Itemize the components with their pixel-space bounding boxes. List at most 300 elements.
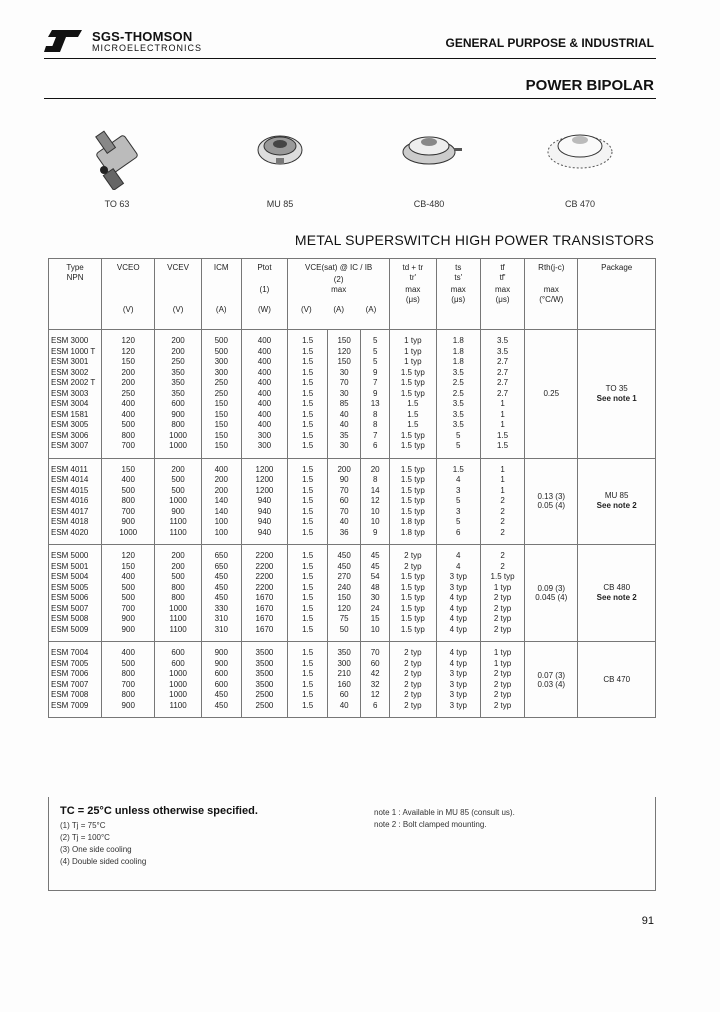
cell-value: 500 [121,485,135,495]
cell-value: 500 [121,582,135,592]
cell-value: 800 [171,420,185,429]
cell-value: 60 [370,658,380,668]
cell-value: 1000 [169,603,187,613]
cell-value: 800 [121,496,135,505]
cell-tf [480,642,524,718]
cell-value: 160 [337,679,351,689]
cell-types [49,330,102,459]
cell-value: 1.5 [407,420,419,429]
cell-value: 6 [372,441,378,450]
cell-value: 30 [339,367,349,377]
cell-value: 150 [214,441,228,450]
section-rule [44,98,656,99]
package-note: See note 2 [596,593,637,602]
cell-value: ESM 2002 T [51,378,96,387]
brand-name: SGS-THOMSON [92,29,193,44]
cell-value: 1.5 [302,399,314,408]
cell-value: ESM 5009 [51,624,89,634]
package-name: CB 480 [603,583,631,592]
col-ptot: Ptot (1) (W) [241,259,288,330]
cell-value: 1 typ [404,336,422,345]
cell-value: 4 typ [449,658,467,668]
cell-ptot [241,458,288,545]
cell-value: ESM 3003 [51,388,89,398]
cell-value: 5 [456,517,461,526]
cell-value: 4 [456,561,461,571]
cell-value: 1 [500,475,505,484]
cell-value: 3500 [255,648,274,657]
cell-value: 350 [337,648,351,657]
cell-value: ESM 4020 [51,527,89,537]
cell-value: 140 [214,496,228,505]
cell-value: 2200 [255,551,274,560]
package-label: CB 470 [564,199,596,209]
cell-value: 500 [214,346,228,356]
cell-value: 900 [121,517,135,526]
cell-value: 14 [370,485,380,495]
brand-subtitle: MICROELECTRONICS [92,43,203,53]
cell-value: 5 [456,430,461,440]
cell-value: 1000 [169,690,187,699]
cell-value: 450 [337,551,351,560]
page-number: 91 [641,915,654,927]
cell-value: 3.5 [496,346,509,356]
cell-value: 900 [171,506,185,516]
cell-value: 350 [171,378,185,387]
cell-value: 2 typ [404,679,422,689]
cell-value: 650 [214,551,228,560]
cell-value: 8 [372,409,378,419]
cell-vcev [155,545,202,642]
cell-value: 1.5 typ [400,485,425,495]
cell-value: 1.5 [302,420,314,429]
cell-value: 2 typ [404,648,422,657]
cell-value: 9 [372,527,378,537]
cell-value: 400 [257,409,272,419]
cell-value: 250 [214,378,228,387]
cell-value: 310 [214,624,228,634]
cell-value: 4 [456,475,461,484]
cell-value: 70 [339,506,349,516]
cell-value: 1.5 [302,658,314,668]
cell-value: 150 [121,357,135,366]
cell-value: 1.5 [302,527,314,537]
cell-value: 1.8 [452,336,464,345]
cell-rth: 0.25 [525,330,578,459]
cell-value: 4 typ [449,648,467,657]
cell-value: 200 [214,485,228,495]
footnote: (3) One side cooling [60,845,132,854]
st-logo-icon [44,28,84,54]
cell-value: 1.8 typ [400,527,425,537]
cell-value: 120 [337,346,351,356]
cell-value: 900 [121,624,135,634]
cell-value: 450 [337,561,351,571]
cell-value: 200 [337,464,351,474]
cell-value: 3.5 [452,420,464,429]
cell-value: 1200 [255,464,274,474]
cell-value: 10 [370,506,380,516]
cell-package [578,330,656,459]
remark: note 1 : Available in MU 85 (consult us). [374,808,515,817]
cell-value: 3500 [255,679,274,689]
cell-value: 500 [121,658,135,668]
cell-value: 2 [500,551,505,560]
cell-package [578,642,656,718]
cell-types [49,458,102,545]
cell-value: 1.5 [302,357,314,366]
cell-value: 200 [214,475,228,484]
cell-value: 1.5 typ [400,367,425,377]
cell-value: 400 [214,464,228,474]
cell-vcev [155,642,202,718]
package-note: See note 2 [596,501,637,511]
cell-value: 3.5 [452,399,464,408]
cell-td [390,458,437,545]
cb480-package-icon [394,120,464,190]
header-rule [44,58,656,59]
cell-value: 150 [121,561,135,571]
cell-value: 1.5 [302,593,314,602]
cell-value: 13 [370,399,380,408]
cell-value: ESM 1581 [51,409,89,419]
cell-value: 3 typ [449,690,467,699]
cell-value: 400 [121,399,135,408]
package-to63 [82,120,152,209]
cell-value: ESM 3004 [51,399,89,408]
cell-value: ESM 3006 [51,430,89,440]
cell-ib [361,330,390,459]
cell-value: 3 typ [449,679,467,689]
cell-value: ESM 5001 [51,561,89,571]
cell-td [390,330,437,459]
cell-value: ESM 3001 [51,357,89,366]
cell-value: 2 typ [404,561,422,571]
cell-value: 6 [372,700,378,710]
cell-package [578,458,656,545]
cell-value: 60 [339,496,349,505]
cell-value: 1.8 [452,357,464,366]
cell-value: 1.5 typ [400,506,425,516]
cell-ptot [241,642,288,718]
cell-value: 150 [214,399,228,408]
cell-value: 600 [214,679,228,689]
cell-value: 400 [121,409,135,419]
cell-value: 1.5 [496,441,509,450]
col-type: Type NPN [49,259,102,330]
cell-value: 150 [214,409,228,419]
col-tf: tf tf' max (μs) [480,259,524,330]
footnote: (2) Tj = 100°C [60,833,110,842]
cell-ib [361,458,390,545]
cell-value: 400 [257,378,272,387]
cell-value: 150 [214,420,228,429]
cell-value: 500 [171,475,185,484]
cell-value: 2 typ [493,603,512,613]
cell-value: 3 typ [449,700,467,710]
mu85-package-icon [250,120,310,190]
cell-value: 2 typ [493,624,512,634]
cell-value: 700 [121,679,135,689]
cell-value: 1.5 typ [400,603,425,613]
cell-value: 30 [339,441,349,450]
cell-value: 1.5 [302,700,314,710]
cell-value: 1670 [255,624,274,634]
cell-value: 1.5 [302,430,314,440]
cell-value: ESM 5005 [51,582,89,592]
cell-value: 1100 [169,614,187,623]
cell-value: 1.5 typ [400,378,425,387]
cell-value: 240 [337,582,351,592]
cell-value: 700 [121,441,135,450]
package-label: CB-480 [413,199,445,209]
cell-value: 2 typ [404,700,422,710]
cell-value: 3 typ [449,582,467,592]
cell-value: 1.5 [302,572,314,581]
cell-value: 1.5 [302,378,314,387]
cell-value: ESM 7007 [51,679,89,689]
col-td: td + tr tr' max (μs) [390,259,437,330]
cell-value: 150 [121,464,135,474]
cell-value: 1670 [255,603,274,613]
cell-value: 500 [214,336,228,345]
cell-value: 48 [370,582,380,592]
cell-value: 1.5 [302,388,314,398]
cell-value: ESM 4011 [51,464,88,474]
cell-value: 1.5 [302,506,314,516]
cell-ic [328,545,361,642]
cell-rth: 0.13 (3) 0.05 (4) [525,458,578,545]
cell-value: 2200 [255,582,274,592]
cell-value: 600 [171,648,185,657]
package-cb470 [540,120,620,209]
cell-value: 2500 [255,690,274,699]
cell-vceo [102,642,155,718]
cell-vce [288,642,328,718]
cell-value: ESM 5008 [51,614,89,623]
cell-value: 3 [456,485,461,495]
cell-value: 800 [121,690,135,699]
cell-value: ESM 4018 [51,517,89,526]
cell-value: ESM 7009 [51,700,89,710]
cell-value: 1.5 [302,496,314,505]
cell-value: 150 [337,593,351,602]
cell-value: 400 [257,420,272,429]
col-package: Package [578,259,656,330]
cell-value: 4 typ [449,614,467,623]
cell-value: 150 [337,336,351,345]
cell-tf [480,545,524,642]
cell-value: 270 [337,572,351,581]
cell-value: 1.5 [302,561,314,571]
cell-value: 450 [214,690,228,699]
cell-value: 3 typ [449,669,467,678]
cell-rth: 0.07 (3) 0.03 (4) [525,642,578,718]
cell-value: 120 [121,336,135,345]
cell-value: 300 [214,357,228,366]
cell-vceo [102,330,155,459]
cell-value: 200 [171,346,185,356]
cell-value: 1.5 [496,430,509,440]
cell-value: 5 [456,441,461,450]
cell-value: ESM 1000 T [51,346,96,356]
cell-value: ESM 3002 [51,367,89,377]
cell-value: 2 [500,496,505,505]
cell-types [49,545,102,642]
cell-value: 500 [121,420,135,429]
cell-value: 1.5 [302,582,314,592]
cell-value: 45 [370,561,380,571]
cell-value: 45 [370,551,380,560]
cell-icm [201,642,241,718]
cell-value: 1000 [169,679,187,689]
col-rth: Rth(j-c) max (°C/W) [525,259,578,330]
cell-value: 1.5 typ [400,388,425,398]
cell-value: 1.5 [302,690,314,699]
cell-value: 1.5 [302,551,314,560]
cell-value: 1000 [169,669,187,678]
cell-value: 2 typ [404,658,422,668]
cell-value: 800 [171,582,185,592]
cell-value: 1.5 [302,464,314,474]
cell-value: 250 [121,388,135,398]
col-ts: ts ts' max (μs) [436,259,480,330]
cell-value: 400 [257,346,272,356]
cell-ts [436,642,480,718]
cell-value: 1.5 typ [400,475,425,484]
cell-value: 1.5 typ [490,572,515,581]
cell-value: 2 typ [404,690,422,699]
col-vcesat: VCE(sat) @ IC / IB (2) max (V) (A) (A) [288,259,390,330]
cell-value: 1 [500,420,505,429]
cell-value: 400 [121,475,135,484]
cell-ic [328,642,361,718]
cell-value: ESM 5006 [51,593,89,602]
cell-value: 40 [339,517,349,526]
cell-vce [288,458,328,545]
cell-value: 2 typ [404,669,422,678]
cell-ib [361,545,390,642]
cell-value: 200 [121,378,135,387]
package-cb480 [394,120,464,209]
section-title: POWER BIPOLAR [525,77,654,94]
cell-value: 1.5 [302,346,314,356]
cell-value: 1000 [169,496,187,505]
cell-td [390,642,437,718]
cell-value: 400 [257,367,272,377]
cell-value: 400 [121,648,135,657]
cell-value: 400 [121,572,135,581]
cell-value: 250 [214,388,228,398]
cell-value: 1 [500,399,505,408]
cell-value: 2 typ [493,700,512,710]
cell-value: ESM 4017 [51,506,89,516]
cell-value: 1000 [119,527,138,537]
cell-value: 940 [257,517,272,526]
package-label: TO 63 [104,199,130,209]
cell-value: 3.5 [452,409,464,419]
cell-value: 3.5 [496,336,509,345]
cell-value: 12 [370,690,380,699]
cell-value: 3 typ [449,572,467,581]
cell-value: 54 [370,572,380,581]
cell-value: 250 [171,357,185,366]
cell-value: 1 typ [493,658,512,668]
cell-value: 4 typ [449,624,467,634]
cell-value: 800 [121,430,135,440]
cell-value: ESM 4015 [51,485,89,495]
cell-value: 1.5 [302,409,314,419]
cell-value: 1.5 [302,485,314,495]
cell-value: 2.7 [496,388,509,398]
cell-package [578,545,656,642]
cell-value: 940 [257,506,272,516]
cell-value: 35 [339,430,349,440]
cell-value: 2 [500,527,505,537]
cell-value: 42 [370,669,380,678]
cell-value: 300 [337,658,351,668]
cell-value: 1.5 [302,624,314,634]
cell-value: 1.5 typ [400,572,425,581]
cell-value: 600 [171,658,185,668]
cell-value: 1 typ [404,357,422,366]
cell-value: 900 [121,700,135,710]
cell-value: 5 [372,357,378,366]
cell-value: ESM 3005 [51,420,89,429]
cell-vce [288,545,328,642]
cell-value: 7 [372,378,378,387]
cell-value: 400 [257,357,272,366]
cell-value: 120 [121,346,135,356]
cell-value: 600 [171,399,185,408]
package-name: TO 35 [605,383,628,393]
cell-value: 100 [214,527,228,537]
cell-value: 1670 [255,614,274,623]
cell-value: 75 [339,614,349,623]
cell-value: 1.5 typ [400,582,425,592]
cell-value: 1200 [255,475,274,484]
cell-value: 900 [121,614,135,623]
to63-package-icon [82,120,152,190]
cell-value: 1100 [169,527,187,537]
cell-ic [328,458,361,545]
cell-value: 350 [171,367,185,377]
cell-value: 2 typ [493,614,512,623]
cell-value: 30 [339,388,349,398]
cell-value: 500 [171,485,185,495]
cell-value: 6 [456,527,461,537]
footnote: (1) Tj = 75°C [60,821,106,830]
cell-value: 300 [214,367,228,377]
cell-td [390,545,437,642]
cell-value: 120 [121,551,135,560]
cell-value: 3500 [255,669,274,678]
table-group-row [49,545,656,642]
cell-value: 2200 [255,572,274,581]
cell-value: 1.5 typ [400,593,425,602]
cell-icm [201,545,241,642]
cell-vcev [155,330,202,459]
cell-value: ESM 5004 [51,572,89,581]
cell-value: 2 typ [493,669,512,678]
category-title: GENERAL PURPOSE & INDUSTRIAL [445,36,654,50]
cell-value: 1670 [255,593,274,602]
cell-value: 5 [456,496,461,505]
table-title: METAL SUPERSWITCH HIGH POWER TRANSISTORS [294,232,654,248]
col-icm: ICM (A) [201,259,241,330]
cell-value: 1 typ [404,346,422,356]
cell-value: ESM 4016 [51,496,89,505]
